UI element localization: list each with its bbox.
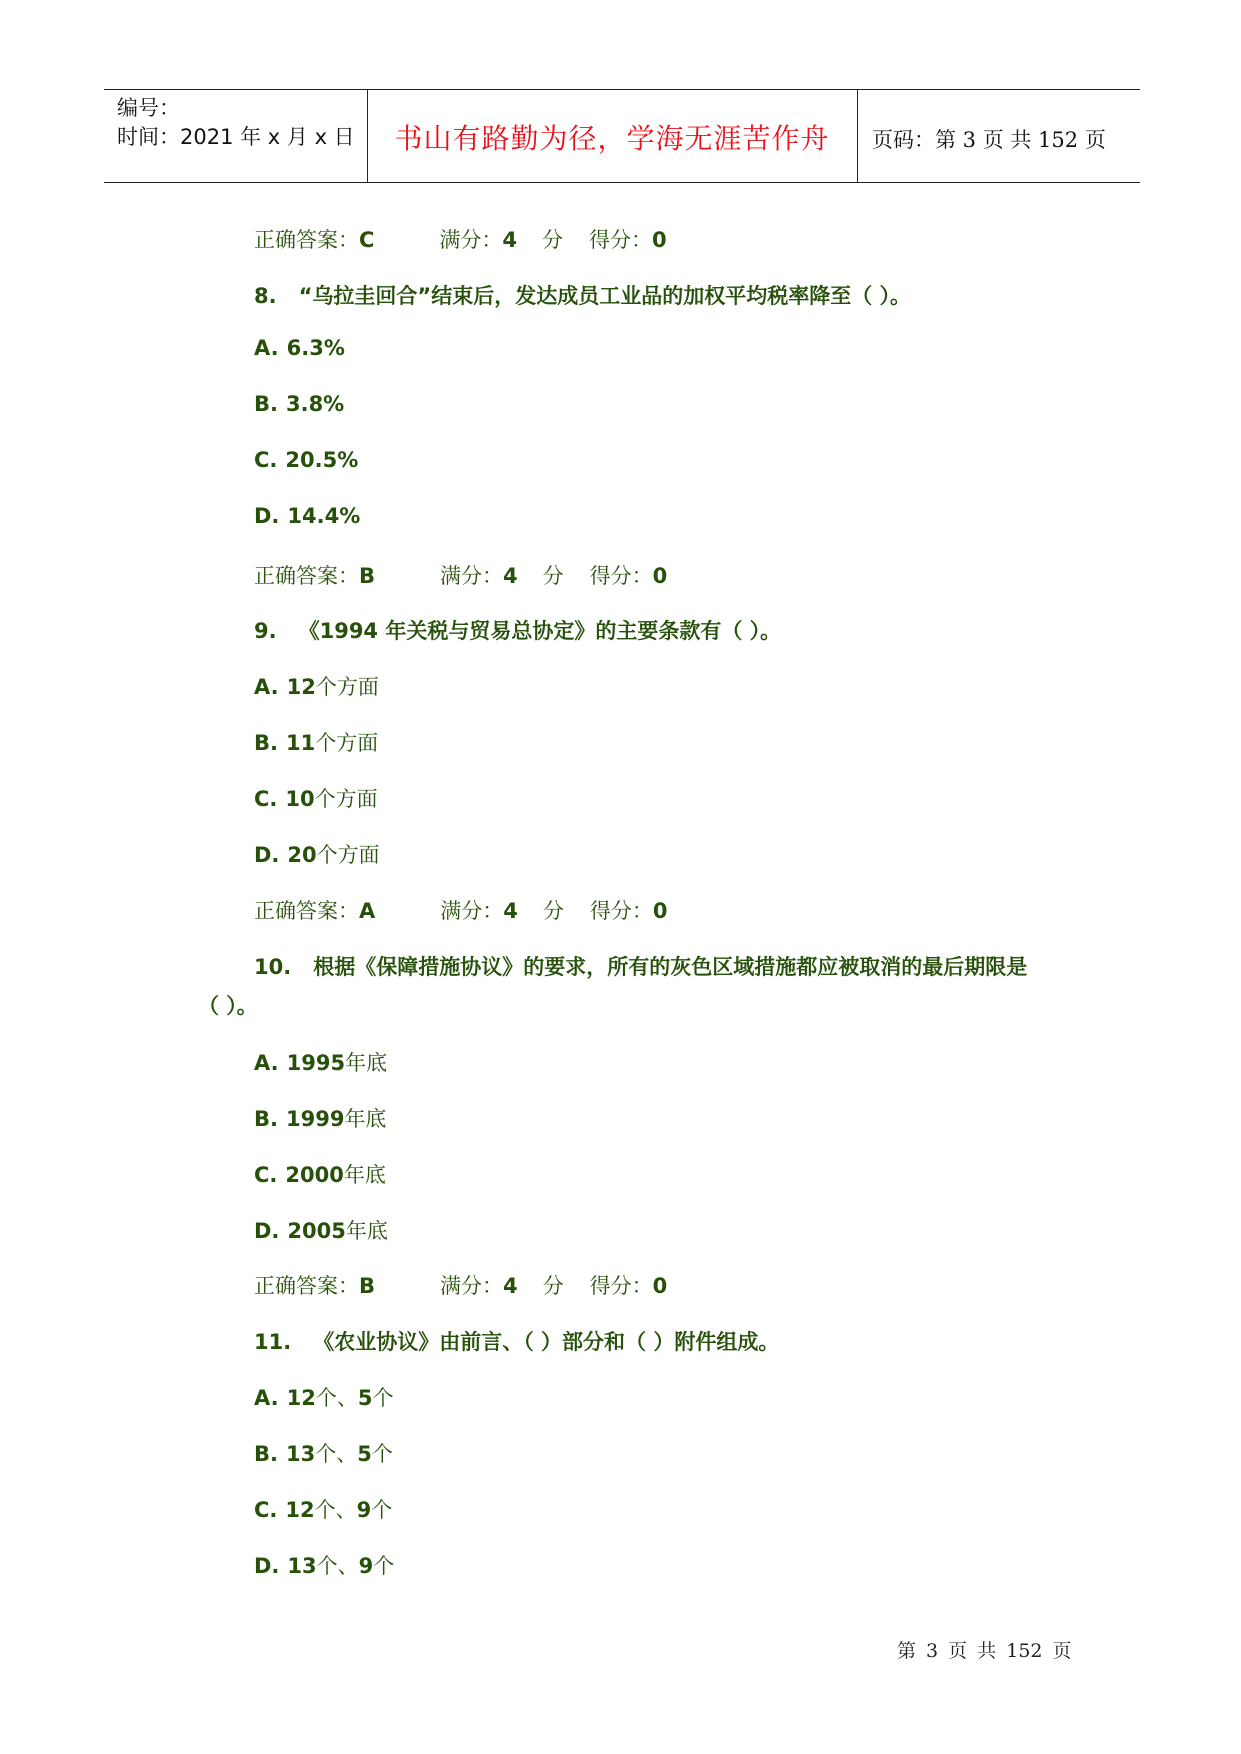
header-page-code: 页码：第 3 页 共 152 页 xyxy=(872,128,1106,152)
option-label: D. xyxy=(254,504,280,528)
option-unit: 个方面 xyxy=(314,787,378,811)
question-number: 8. xyxy=(254,284,277,308)
question-9 xyxy=(254,615,781,645)
full-score-value: 4 xyxy=(503,564,518,588)
option-unit-2: 个 xyxy=(371,1498,393,1522)
header-motto: 书山有路勤为径，学海无涯苦作舟 xyxy=(394,122,830,155)
option-label: B. xyxy=(254,1442,278,1466)
option-value: 2000 xyxy=(285,1163,344,1187)
option-label: D. xyxy=(254,843,280,867)
answer-line-prev xyxy=(254,224,667,254)
answer-line-q10 xyxy=(254,1270,667,1300)
option-value: 20 xyxy=(287,843,317,867)
q8-option-d[interactable] xyxy=(254,504,360,528)
option-label: B. xyxy=(254,392,278,416)
score-unit: 分 xyxy=(542,228,564,252)
full-score-label: 满分： xyxy=(439,228,503,252)
option-label: D. xyxy=(254,1219,280,1243)
option-unit: 个、 xyxy=(315,1442,358,1466)
option-value-2: 5 xyxy=(357,1386,373,1410)
option-unit-2: 个 xyxy=(371,1442,393,1466)
option-value-2: 5 xyxy=(357,1442,372,1466)
option-value: 20.5% xyxy=(285,448,359,472)
question-10 xyxy=(254,951,1027,981)
q9-option-d[interactable] xyxy=(254,839,380,869)
option-unit-2: 个 xyxy=(373,1554,395,1578)
option-unit: 年底 xyxy=(344,1107,387,1131)
time-label: 时间：2021 年 x 月 x 日 xyxy=(117,125,355,149)
score-value: 0 xyxy=(652,564,668,588)
option-value: 13 xyxy=(285,1442,316,1466)
question-number: 9. xyxy=(254,619,277,643)
question-text: 《农业协议》由前言、（ ）部分和（ ）附件组成。 xyxy=(313,1330,780,1354)
q11-option-d[interactable] xyxy=(254,1550,394,1580)
answer-letter: B xyxy=(359,564,376,588)
answer-line-q8 xyxy=(254,560,667,590)
option-label: B. xyxy=(254,1107,278,1131)
score-unit: 分 xyxy=(542,1274,564,1298)
option-label: C. xyxy=(254,448,278,472)
q8-option-c[interactable] xyxy=(254,448,358,472)
option-label: D. xyxy=(254,1554,280,1578)
question-text: 《1994 年关税与贸易总协定》的主要条款有（ ）。 xyxy=(298,619,782,643)
score-value: 0 xyxy=(652,228,667,252)
option-unit: 个、 xyxy=(314,1498,357,1522)
q10-option-b[interactable] xyxy=(254,1103,386,1133)
score-label: 得分： xyxy=(589,564,653,588)
option-value: 6.3% xyxy=(286,336,345,360)
option-value: 13 xyxy=(287,1554,317,1578)
q10-option-c[interactable] xyxy=(254,1159,386,1189)
question-text: 根据《保障措施协议》的要求，所有的灰色区域措施都应被取消的最后期限是 xyxy=(313,955,1028,979)
question-text: “乌拉圭回合”结束后，发达成员工业品的加权平均税率降至（ ）。 xyxy=(298,284,912,308)
option-unit: 个、 xyxy=(316,1554,359,1578)
full-score-value: 4 xyxy=(503,1274,518,1298)
full-score-value: 4 xyxy=(503,899,518,923)
header-divider-right xyxy=(857,89,858,182)
score-unit: 分 xyxy=(542,899,564,923)
score-label: 得分： xyxy=(589,1274,653,1298)
header-bottom-rule xyxy=(104,182,1140,183)
option-value: 11 xyxy=(285,731,316,755)
number-label: 编号： xyxy=(117,96,180,120)
option-value: 12 xyxy=(286,1386,316,1410)
q11-option-a[interactable] xyxy=(254,1382,393,1412)
q10-option-d[interactable] xyxy=(254,1215,388,1245)
score-value: 0 xyxy=(652,1274,668,1298)
page-footer: 第 3 页 共 152 页 xyxy=(897,1640,1072,1662)
option-unit: 年底 xyxy=(345,1051,388,1075)
q8-option-a[interactable] xyxy=(254,336,345,360)
option-label: C. xyxy=(254,787,278,811)
score-label: 得分： xyxy=(589,899,653,923)
question-11 xyxy=(254,1326,779,1356)
question-10-continuation: （ ）。 xyxy=(198,994,258,1018)
option-unit: 个方面 xyxy=(316,843,380,867)
answer-label: 正确答案： xyxy=(254,228,359,252)
option-label: C. xyxy=(254,1498,278,1522)
option-value: 10 xyxy=(285,787,315,811)
answer-letter: C xyxy=(359,228,375,252)
option-label: B. xyxy=(254,731,278,755)
q9-option-c[interactable] xyxy=(254,783,378,813)
option-unit: 个、 xyxy=(315,1386,358,1410)
option-unit: 年底 xyxy=(343,1163,386,1187)
option-value: 14.4% xyxy=(287,504,361,528)
option-value: 2005 xyxy=(287,1219,346,1243)
option-value-2: 9 xyxy=(358,1554,374,1578)
answer-letter: A xyxy=(359,899,376,923)
option-label: A. xyxy=(254,1386,279,1410)
score-unit: 分 xyxy=(542,564,564,588)
q11-option-c[interactable] xyxy=(254,1494,392,1524)
option-value-2: 9 xyxy=(356,1498,372,1522)
answer-line-q9 xyxy=(254,895,668,925)
full-score-label: 满分： xyxy=(440,1274,504,1298)
option-unit: 个方面 xyxy=(315,731,379,755)
option-value: 1995 xyxy=(286,1051,346,1075)
header-top-rule xyxy=(104,89,1140,90)
option-label: A. xyxy=(254,1051,279,1075)
full-score-label: 满分： xyxy=(440,899,504,923)
option-label: C. xyxy=(254,1163,278,1187)
option-value: 12 xyxy=(286,675,316,699)
option-unit: 个方面 xyxy=(315,675,379,699)
option-value: 1999 xyxy=(285,1107,345,1131)
q9-option-b[interactable] xyxy=(254,727,378,757)
score-value: 0 xyxy=(652,899,668,923)
q8-option-b[interactable] xyxy=(254,392,344,416)
full-score-label: 满分： xyxy=(440,564,504,588)
full-score-value: 4 xyxy=(502,228,518,252)
question-number: 11. xyxy=(254,1330,292,1354)
option-value: 3.8% xyxy=(285,392,345,416)
q9-option-a[interactable] xyxy=(254,671,379,701)
option-unit: 年底 xyxy=(345,1219,388,1243)
q11-option-b[interactable] xyxy=(254,1438,393,1468)
answer-label: 正确答案： xyxy=(254,1274,359,1298)
answer-label: 正确答案： xyxy=(254,564,359,588)
option-unit-2: 个 xyxy=(372,1386,394,1410)
answer-letter: B xyxy=(359,1274,376,1298)
q10-option-a[interactable] xyxy=(254,1047,387,1077)
answer-label: 正确答案： xyxy=(254,899,359,923)
option-label: A. xyxy=(254,675,279,699)
option-label: A. xyxy=(254,336,279,360)
question-8 xyxy=(254,280,911,310)
score-label: 得分： xyxy=(589,228,653,252)
option-value: 12 xyxy=(285,1498,315,1522)
question-number: 10. xyxy=(254,955,292,979)
